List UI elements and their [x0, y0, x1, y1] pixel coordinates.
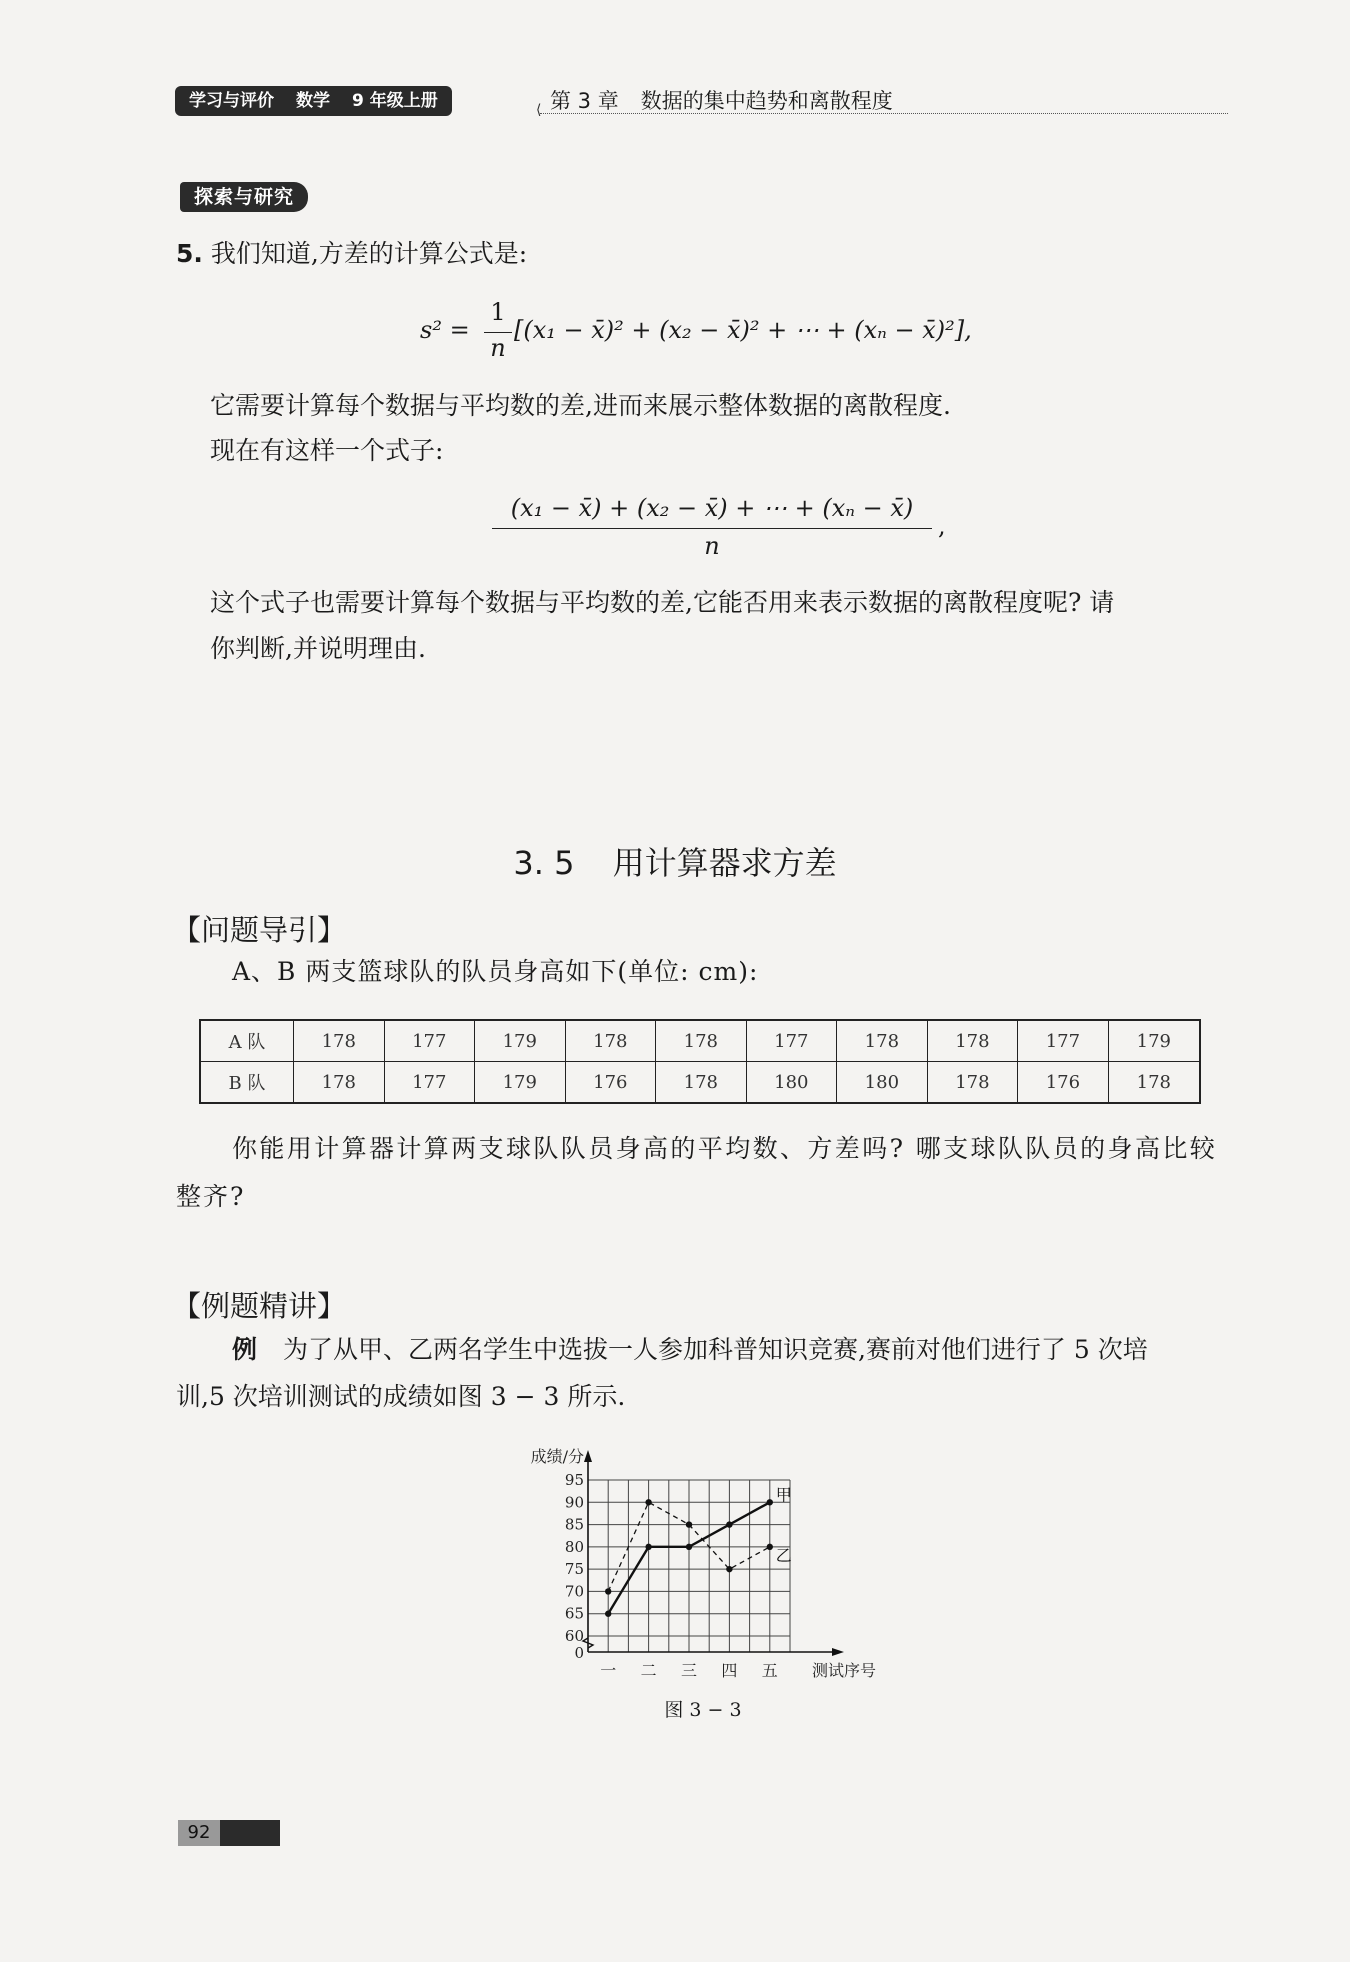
book-header-badge	[175, 86, 452, 116]
data-point	[767, 1499, 773, 1505]
header-rule	[540, 113, 1228, 114]
x-tick-label: 四	[721, 1661, 738, 1680]
table-cell: 178	[927, 1020, 1018, 1062]
data-point	[645, 1499, 651, 1505]
book-grade: 9 年级上册	[352, 91, 438, 111]
example-heading: 【例题精讲】	[172, 1289, 347, 1323]
y-axis-arrow	[584, 1450, 592, 1462]
x-tick-label: 二	[640, 1661, 657, 1680]
table-cell: 176	[565, 1062, 656, 1104]
example-line-2: 训,5 次培训测试的成绩如图 3 − 3 所示.	[176, 1382, 626, 1411]
formula-body: [(x₁ − x̄)² + (x₂ − x̄)² + ⋯ + (xₙ − x̄)²],	[514, 316, 972, 344]
explore-badge: 探索与研究	[180, 182, 308, 212]
chapter-title	[550, 86, 893, 116]
height-table	[199, 1019, 1201, 1104]
page-number: 92	[178, 1820, 220, 1846]
data-point	[726, 1521, 732, 1527]
guide-intro: A、B 两支篮球队的队员身高如下(单位: cm):	[232, 957, 759, 986]
chapter-number: 第 3 章	[550, 89, 619, 113]
chart-x-label: 测试序号	[812, 1661, 877, 1680]
explain-line-1: 它需要计算每个数据与平均数的差,进而来展示整体数据的离散程度.	[210, 391, 951, 420]
table-cell: 178	[294, 1020, 385, 1062]
table-cell: 178	[837, 1020, 928, 1062]
y-tick-label: 80	[564, 1537, 584, 1556]
chart-grid	[588, 1480, 790, 1652]
formula-frac-bar	[484, 332, 512, 333]
table-cell: 179	[1108, 1020, 1200, 1062]
guide-question-2: 整齐?	[176, 1182, 246, 1211]
explain-line-4: 你判断,并说明理由.	[210, 634, 426, 663]
y-tick-label: 95	[564, 1471, 584, 1489]
figure-caption	[0, 1695, 1350, 1722]
formula2-comma: ,	[938, 512, 946, 540]
formula-frac-den: n	[490, 334, 506, 362]
series-label: 乙	[775, 1545, 792, 1565]
guide-heading: 【问题导引】	[172, 913, 347, 947]
question-text: 我们知道,方差的计算公式是:	[210, 239, 528, 268]
example-text-1: 为了从甲、乙两名学生中选拔一人参加科普知识竞赛,赛前对他们进行了 5 次培	[282, 1335, 1148, 1364]
mean-deviation-formula	[492, 494, 946, 564]
table-row	[200, 1062, 1200, 1104]
y-tick-label: 60	[564, 1627, 584, 1645]
guide-question-1: 你能用计算器计算两支球队队员身高的平均数、方差吗? 哪支球队队员的身高比较	[232, 1134, 1218, 1163]
x-axis-arrow	[832, 1648, 844, 1656]
section-title	[0, 838, 1350, 884]
example-line-1	[232, 1333, 1148, 1367]
table-cell: 176	[1018, 1062, 1109, 1104]
table-cell: 177	[384, 1020, 475, 1062]
chart-axes	[583, 1450, 844, 1656]
example-label: 例	[232, 1335, 258, 1364]
table-cell: 178	[656, 1062, 747, 1104]
question-5	[176, 237, 527, 271]
y-tick-label: 0	[574, 1644, 584, 1662]
table-row	[200, 1020, 1200, 1062]
formula2-bar	[492, 528, 932, 529]
page-number-bar	[178, 1820, 280, 1846]
section-number: 3. 5	[513, 844, 575, 882]
data-point	[767, 1544, 773, 1550]
section-name: 用计算器求方差	[612, 844, 837, 882]
formula2-denominator: n	[704, 532, 720, 560]
table-cell: 177	[1018, 1020, 1109, 1062]
data-point	[686, 1544, 692, 1550]
data-point	[645, 1544, 651, 1550]
book-series: 学习与评价	[189, 91, 274, 111]
table-cell: 178	[1108, 1062, 1200, 1104]
table-cell: 178	[294, 1062, 385, 1104]
x-tick-label: 五	[761, 1661, 778, 1680]
table-cell: 179	[475, 1020, 566, 1062]
x-tick-label: 一	[600, 1661, 617, 1680]
y-tick-label: 90	[564, 1493, 584, 1512]
formula-lhs: s² =	[420, 316, 470, 344]
table-cell: 178	[565, 1020, 656, 1062]
table-cell: 178	[927, 1062, 1018, 1104]
question-number: 5.	[176, 239, 203, 268]
data-point	[726, 1566, 732, 1572]
data-point	[686, 1521, 692, 1527]
formula2-numerator: (x₁ − x̄) + (x₂ − x̄) + ⋯ + (xₙ − x̄)	[510, 494, 914, 522]
y-tick-label: 75	[564, 1560, 584, 1579]
x-tick-label: 三	[680, 1661, 698, 1680]
table-cell: 180	[837, 1062, 928, 1104]
chart-y-ticks	[565, 1471, 584, 1662]
table-cell: 177	[384, 1062, 475, 1104]
chevron-left-icon: ⟨	[536, 102, 542, 118]
score-line-chart	[500, 1440, 920, 1680]
table-cell: 177	[746, 1020, 837, 1062]
table-cell: 180	[746, 1062, 837, 1104]
row-label: B 队	[200, 1062, 294, 1104]
row-label: A 队	[200, 1020, 294, 1062]
table-cell: 178	[656, 1020, 747, 1062]
series-label: 甲	[775, 1485, 792, 1505]
data-point	[605, 1611, 611, 1617]
book-subject: 数学	[296, 91, 330, 111]
figure-caption-text: 图 3 − 3	[664, 1699, 742, 1721]
y-tick-label: 85	[564, 1515, 584, 1534]
explain-line-3: 这个式子也需要计算每个数据与平均数的差,它能否用来表示数据的离散程度呢? 请	[210, 588, 1115, 617]
chart-y-label: 成绩/分	[530, 1447, 584, 1466]
chart-series	[605, 1485, 792, 1617]
chapter-name: 数据的集中趋势和离散程度	[640, 89, 893, 113]
formula-frac-num: 1	[490, 298, 506, 326]
y-tick-label: 65	[564, 1604, 584, 1623]
y-tick-label: 70	[564, 1582, 584, 1601]
explain-line-2: 现在有这样一个式子:	[210, 436, 444, 465]
data-point	[605, 1588, 611, 1594]
chart-x-ticks	[600, 1661, 778, 1680]
table-cell: 179	[475, 1062, 566, 1104]
